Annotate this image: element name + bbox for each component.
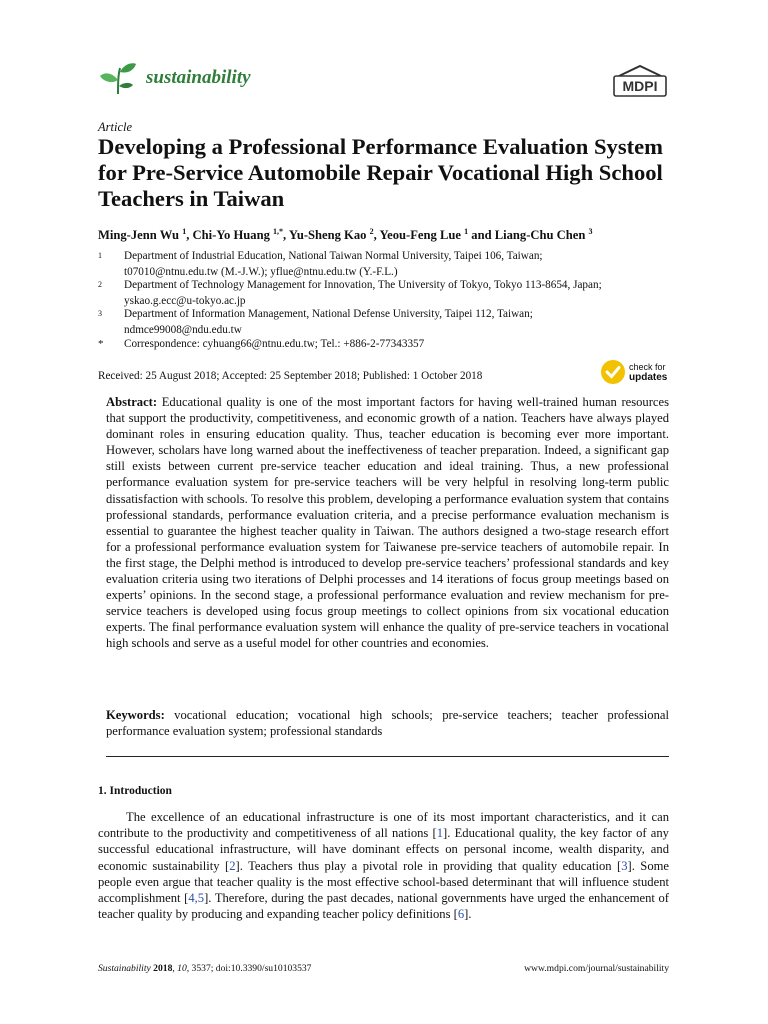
abstract [106,394,669,652]
affiliation-email: ndmce99008@ndu.edu.tw [124,324,242,336]
keywords-label: Keywords: [106,708,165,722]
author-name: Yu-Sheng Kao [288,228,367,243]
correspondence-line: Correspondence: cyhuang66@ntnu.edu.tw; Tel.: +886-2-77343357 [124,338,425,350]
check-updates-icon [600,359,626,385]
author-name: Ming-Jenn Wu [98,228,180,243]
intro-text: ]. Therefore, during the past decades, national governments have urged the enhancement of teacher quality by producing and expanding teacher policy definitions [ [98,891,669,922]
author-affiliation-mark: 1 [182,227,187,236]
affiliation-number: 3 [98,309,102,318]
intro-text: ]. Teachers thus play a pivotal role in providing that quality education [ [235,858,622,873]
author-list: Ming-Jenn Wu $^1$, Chi-Yo Huang $^{1,*}$, Yu-Sheng Kao $^2$, Yeou-Feng Lue $^1$ and Liang-Chu Chen $^3$ [98,227,593,243]
keywords-text: vocational education; vocational high schools; pre-service teachers; teacher professional performance evaluation system; professional standards [106,708,669,739]
citation-link[interactable]: 1 [436,826,444,841]
citation-link[interactable]: 4,5 [188,891,205,906]
leaf-logo-icon [98,58,138,98]
article-type: Article [98,120,133,134]
keywords [106,707,669,739]
footer-url[interactable]: www.mdpi.com/journal/sustainability [524,963,669,974]
check-updates-line2: updates [629,371,668,383]
affiliation-line: Department of Information Management, National Defense University, Taipei 112, Taiwan; [124,308,533,320]
footer-year: 2018 [153,963,173,974]
affiliation-line: Department of Technology Management for Innovation, The University of Tokyo, Tokyo 113-8654, Japan; [124,279,602,291]
footer-journal: Sustainability [98,963,151,974]
journal-name: sustainability [146,67,251,88]
paper-title: Developing a Professional Performance Evaluation System for Pre-Service Automobile Repair Vocational High School Teachers in Taiwan [98,134,663,211]
intro-text: ]. [464,907,472,922]
author-name: Yeou-Feng Lue [379,228,461,243]
author-affiliation-mark: 3 [588,227,593,236]
section-divider [106,756,669,757]
affiliation-email: t07010@ntnu.edu.tw (M.-J.W.); yflue@ntnu.edu.tw (Y.-F.L.) [124,266,398,278]
mdpi-logo-text: MDPI [622,78,658,94]
intro-text: ]. Educational quality, the key factor of any successful educational infrastructure, will have dominant effects on personal income, wealth disparity, and economic sustainability [ [98,826,669,873]
affiliation-email: yskao.g.ecc@u-tokyo.ac.jp [124,295,246,307]
author-name: Liang-Chu Chen [494,228,586,243]
citation-link[interactable]: 2 [229,858,236,873]
affiliation-line: Department of Industrial Education, National Taiwan Normal University, Taipei 106, Taiwan; [124,250,543,262]
citation-link[interactable]: 3 [621,858,628,873]
intro-paragraph [98,809,669,922]
author-affiliation-mark: 2 [369,227,374,236]
affiliation-number: 2 [98,280,102,289]
author-affiliation-mark: 1 [464,227,469,236]
citation-link[interactable]: 6 [457,907,465,922]
abstract-label: Abstract: [106,395,158,409]
footer-volume: 10 [177,963,187,974]
check-updates-line1: check for [629,361,666,372]
footer-doi: , 3537; doi:10.3390/su10103537 [186,963,312,974]
author-affiliation-mark: 1,* [273,227,284,236]
section-heading: 1. Introduction [98,785,172,797]
correspondence-mark: * [98,338,104,350]
journal-header [98,56,251,100]
author-name: Chi-Yo Huang [192,228,270,243]
check-for-updates-badge[interactable] [600,358,667,386]
footer-citation: Sustainability 2018, 10, 3537; doi:10.3390/su10103537 [98,963,312,974]
publication-dates: Received: 25 August 2018; Accepted: 25 September 2018; Published: 1 October 2018 [98,370,483,382]
mdpi-logo-icon [611,64,669,100]
affiliation-number: 1 [98,251,102,260]
abstract-text: Educational quality is one of the most important factors for having well-trained human resources that support the productivity, competitiveness, and economic growth of a nation. Teachers have always played dominant roles in ensuring education quality. Thus, teacher education is becoming ever more important. However, scholars have long warned about the ineffectiveness of teacher preparation. Indeed, a significant gap still exists between current pre-service teacher education and ideal training. Thus, a new professional performance evaluation system for pre-service teachers will be very helpful in resolving long-term public dissatisfaction with schools. To resolve this problem, developing a performance evaluation system that contains professional standards, performance evaluation criteria, and a precise performance evaluation mechanism is essential to guarantee the highest teacher quality in Taiwan. The authors designed a two-stage research effort for a professional performance evaluation system for Taiwanese pre-service teachers of automobile repair. In the first stage, the Delphi method is introduced to develop pre-service teachers’ professional standards and key evaluation criteria using two iterations of Delphi processes and 14 iterations of focus group meetings based on experts’ opinions. In the second stage, a professional performance evaluation and review mechanism for pre-service teachers is developed using focus group meetings to collect opinions from six vocational education experts. The final performance evaluation system will enhance the quality of pre-service teachers in vocational high schools and serve as a useful model for other countries and economies. [106,395,669,651]
intro-text: The excellence of an educational infrastructure is one of its most important characteristics, and it can contribute to the productivity and competitiveness of all nations [ [98,810,669,841]
intro-text: ]. Some people even argue that teacher quality is the most effective school-based determinant that will influence student accomplishment [ [98,858,669,906]
